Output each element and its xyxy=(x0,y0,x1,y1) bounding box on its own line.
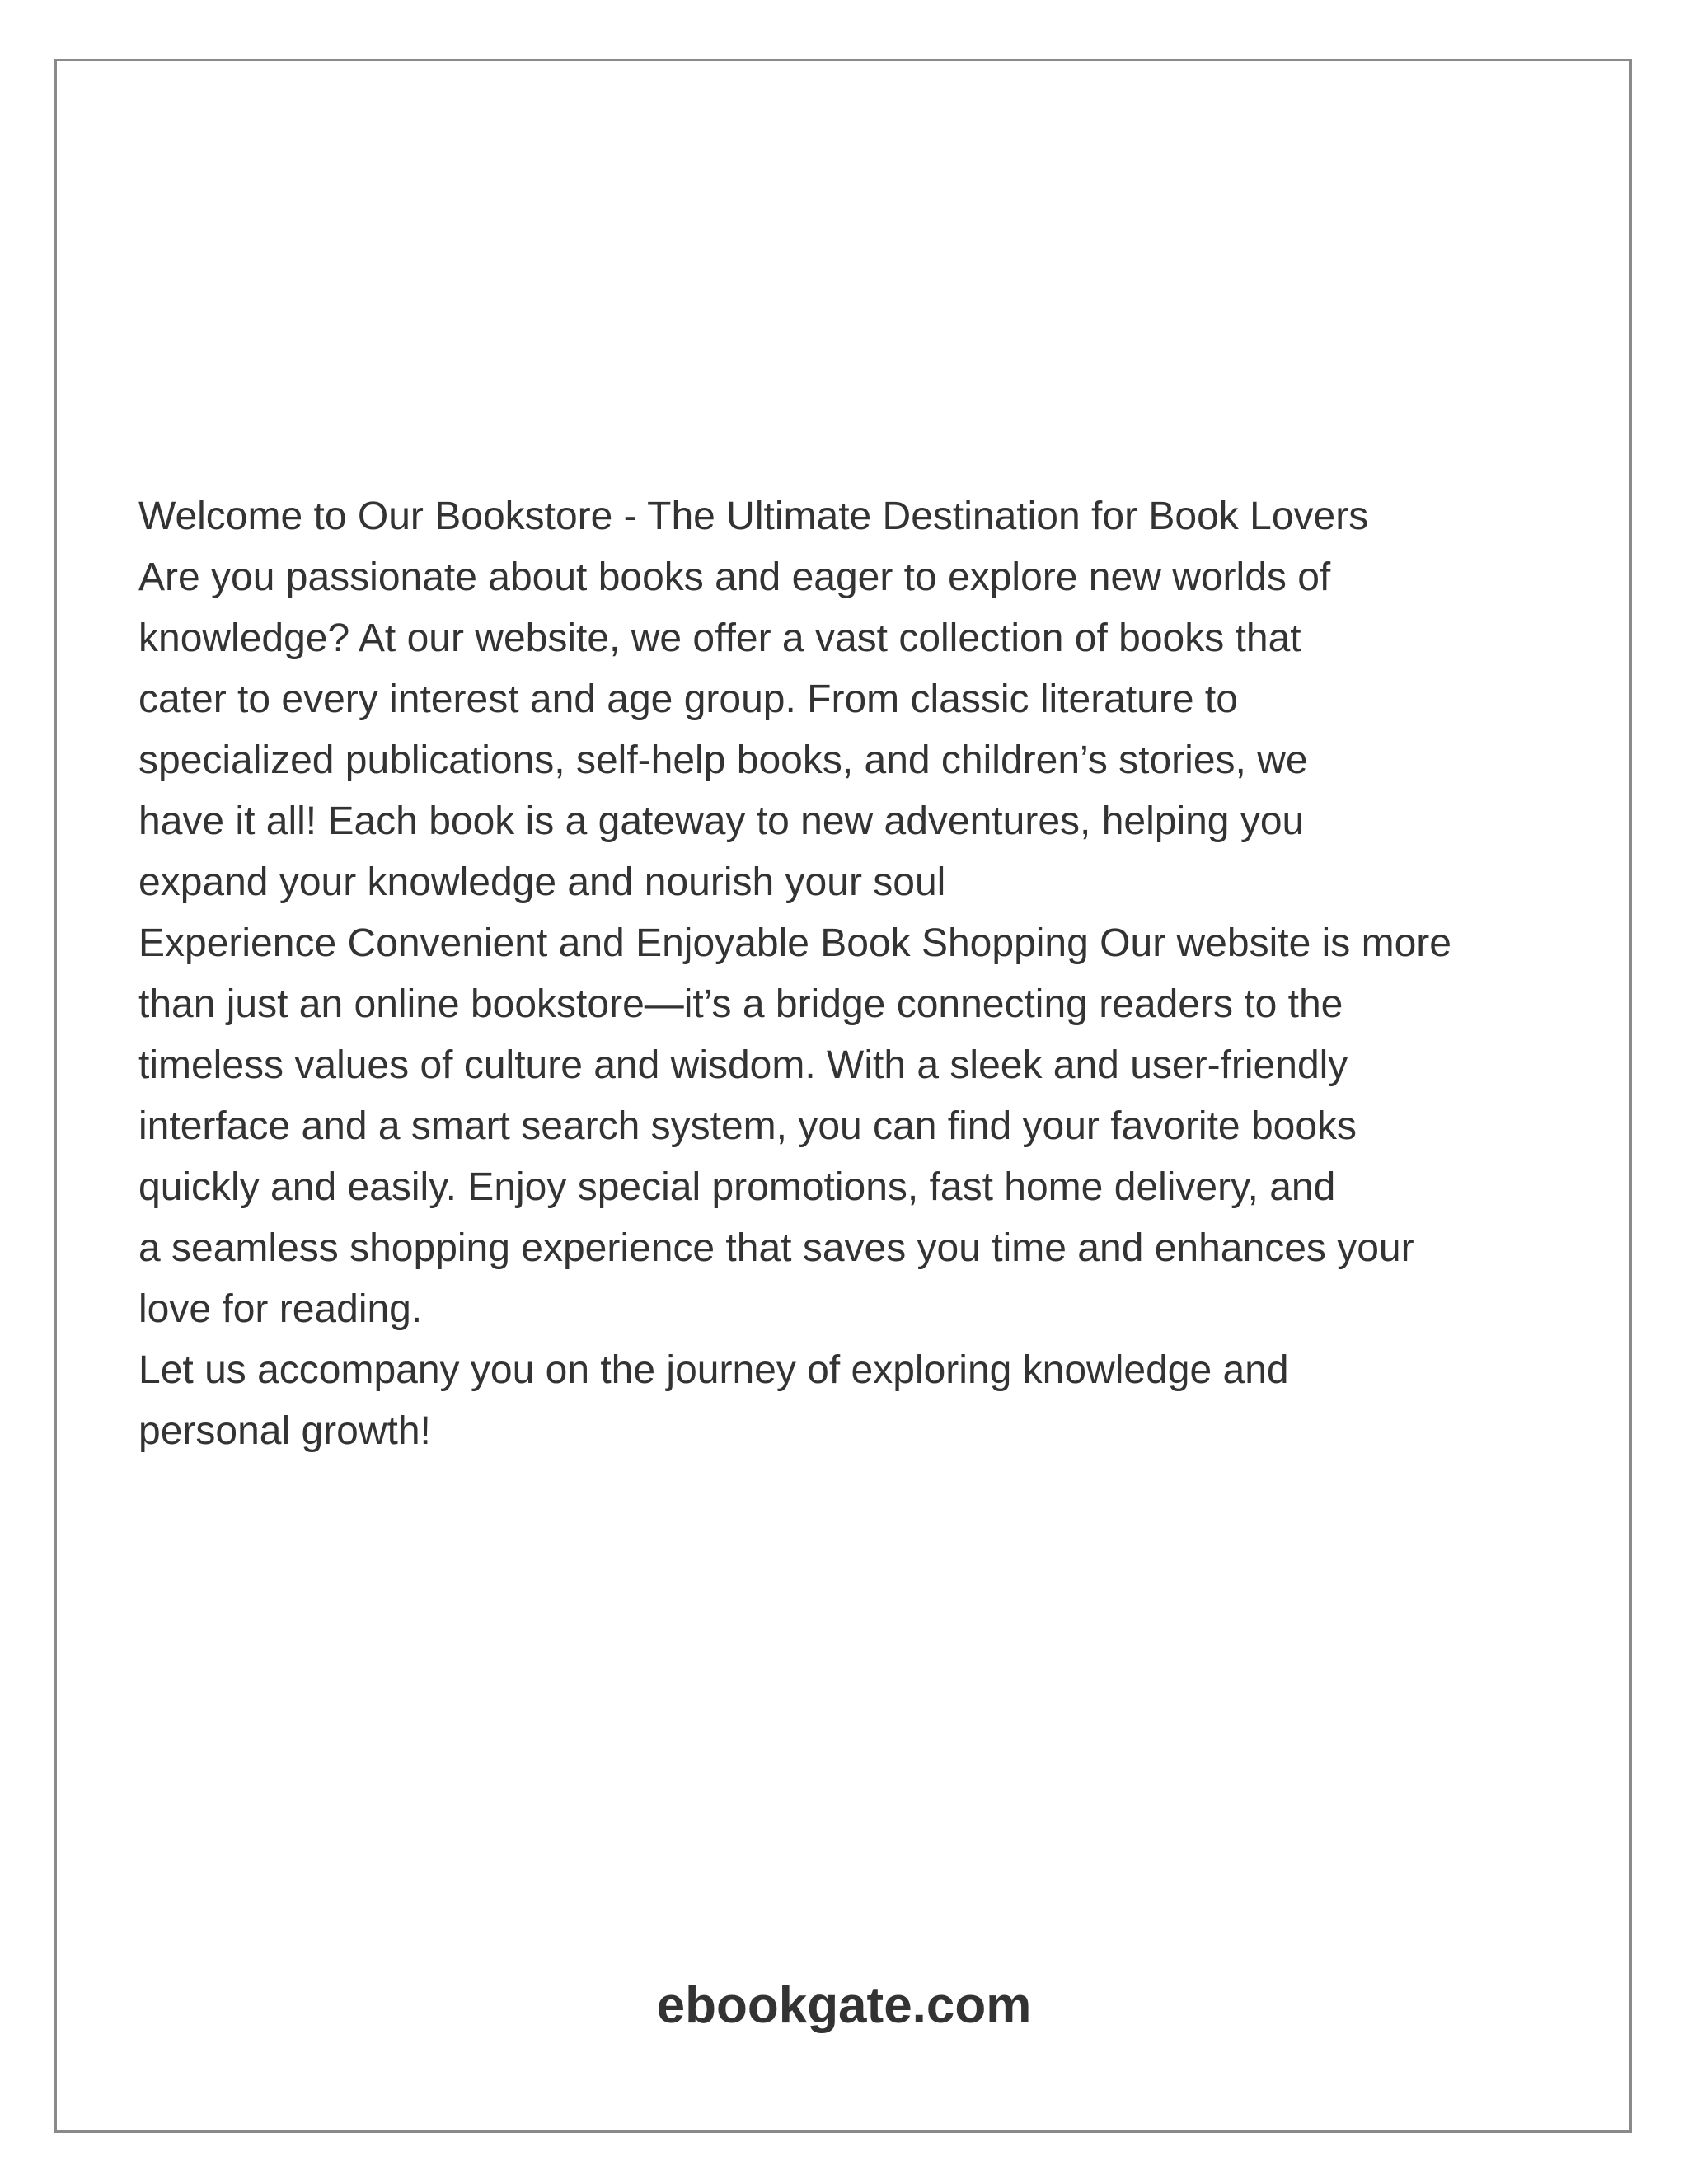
paragraph-line: love for reading. xyxy=(138,1287,423,1331)
body-text-block xyxy=(138,486,1622,1462)
paragraph-line: Are you passionate about books and eager to explore new worlds of xyxy=(138,555,1331,599)
paragraph-line: quickly and easily. Enjoy special promotions, fast home delivery, and xyxy=(138,1165,1336,1209)
paragraph-line: have it all! Each book is a gateway to new adventures, helping you xyxy=(138,799,1305,843)
paragraph-line: timeless values of culture and wisdom. With a sleek and user-friendly xyxy=(138,1043,1348,1087)
paragraph-line: Experience Convenient and Enjoyable Book Shopping Our website is more xyxy=(138,921,1451,965)
paragraph-line: personal growth! xyxy=(138,1409,431,1453)
footer-website-url[interactable]: ebookgate.com xyxy=(656,1977,1032,2034)
paragraph-line: expand your knowledge and nourish your soul xyxy=(138,860,946,904)
paragraph-line: than just an online bookstore—it’s a bridge connecting readers to the xyxy=(138,982,1343,1026)
paragraph-line: a seamless shopping experience that saves you time and enhances your xyxy=(138,1226,1414,1270)
paragraph-line: cater to every interest and age group. From classic literature to xyxy=(138,677,1238,721)
paragraph-line: interface and a smart search system, you can find your favorite books xyxy=(138,1104,1357,1148)
paragraph-line: knowledge? At our website, we offer a vast collection of books that xyxy=(138,616,1301,660)
paragraph-line: Let us accompany you on the journey of exploring knowledge and xyxy=(138,1348,1289,1392)
paragraph-line: specialized publications, self-help books, and children’s stories, we xyxy=(138,738,1308,782)
heading-line: Welcome to Our Bookstore - The Ultimate Destination for Book Lovers xyxy=(138,494,1369,538)
